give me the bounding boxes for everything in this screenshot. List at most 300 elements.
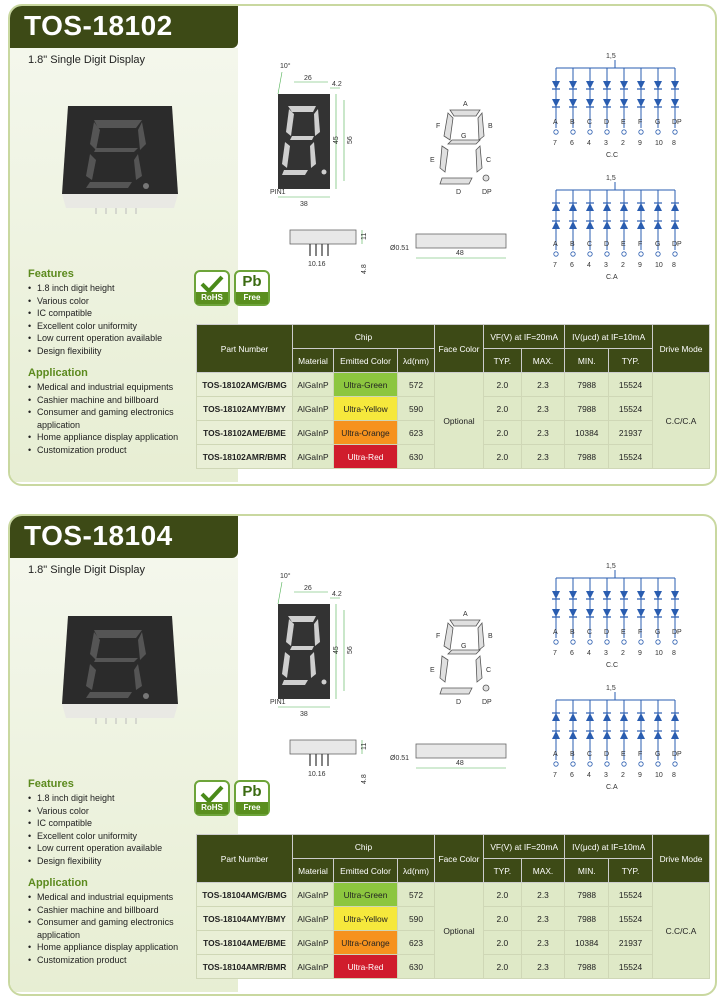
diode-symbol <box>654 713 662 721</box>
angle-label: 10° <box>280 573 291 580</box>
pin-number: 3 <box>604 262 608 269</box>
pin-number: 6 <box>570 650 574 657</box>
emitted-color-cell: Ultra-Red <box>334 445 398 469</box>
rohs-badge <box>194 270 230 306</box>
segment-label: E <box>621 119 626 126</box>
pin-number: 9 <box>638 650 642 657</box>
part-number-cell: TOS-18104AMR/BMR <box>197 955 293 979</box>
feature-item: • Design flexibility <box>28 855 203 868</box>
emitted-color-cell: Ultra-Green <box>334 883 398 907</box>
segment-label: E <box>621 241 626 248</box>
vf-typ-cell: 2.0 <box>484 955 522 979</box>
pin-number: 2 <box>621 140 625 147</box>
feature-item: • 1.8 inch digit height <box>28 792 203 805</box>
dim-56-label: 56 <box>347 136 354 144</box>
pb-free-badge <box>234 780 270 816</box>
diode-symbol <box>603 221 611 229</box>
application-item: • Medical and industrial equipments <box>28 381 203 394</box>
segment-label: A <box>553 241 558 248</box>
pin-number: 2 <box>621 772 625 779</box>
pin-number: 9 <box>638 262 642 269</box>
diode-symbol <box>671 203 679 211</box>
iv-min-cell: 7988 <box>565 955 609 979</box>
segment-label: D <box>604 751 610 758</box>
cc-label: C.C <box>606 152 619 159</box>
pin1-label: PIN1 <box>270 189 286 196</box>
diode-symbol <box>569 203 577 211</box>
iv-typ-cell: 15524 <box>609 445 653 469</box>
feature-item: • Various color <box>28 805 203 818</box>
pin-number: 10 <box>655 140 663 147</box>
pin-number: 7 <box>553 650 557 657</box>
segment-diagram <box>428 98 508 198</box>
pin-terminal <box>605 130 609 134</box>
diode-symbol <box>654 203 662 211</box>
features-heading: Features <box>28 268 74 280</box>
pin-number: 6 <box>570 772 574 779</box>
segment-label: F <box>638 241 643 248</box>
product-title: TOS-18102 <box>24 10 173 41</box>
rohs-badge <box>194 780 230 816</box>
diode-symbol <box>637 99 645 107</box>
feature-item: • Excellent color uniformity <box>28 830 203 843</box>
ca-label: C.A <box>606 784 618 791</box>
part-number-cell: TOS-18102AME/BME <box>197 421 293 445</box>
diode-symbol <box>569 609 577 617</box>
diode-symbol <box>637 731 645 739</box>
pin-number: 3 <box>604 650 608 657</box>
iv-typ-cell: 15524 <box>609 883 653 907</box>
top-pin-label: 1,5 <box>606 685 616 692</box>
segment-label: D <box>604 119 610 126</box>
cc-label: C.C <box>606 662 619 669</box>
title-bar <box>10 6 238 48</box>
diode-symbol <box>586 731 594 739</box>
application-item: • Home appliance display application <box>28 431 203 444</box>
dim-26-label: 26 <box>304 75 312 82</box>
segment-label: F <box>638 629 643 636</box>
diode-symbol <box>586 609 594 617</box>
pin-number: 2 <box>621 262 625 269</box>
pin-terminal <box>571 252 575 256</box>
diode-symbol <box>654 81 662 89</box>
free-label: Free <box>236 292 268 304</box>
col-iv-typ: TYP. <box>609 349 653 373</box>
pin-terminal <box>554 640 558 644</box>
common-cathode-circuit <box>540 560 690 675</box>
iv-typ-cell: 15524 <box>609 955 653 979</box>
pin-number: 8 <box>672 140 676 147</box>
application-heading: Application <box>28 877 88 889</box>
col-vf-typ: TYP. <box>484 349 522 373</box>
diode-symbol <box>552 221 560 229</box>
segment-label: F <box>638 119 643 126</box>
col-iv: IV(μcd) at IF=10mA <box>565 325 653 349</box>
wavelength-cell: 623 <box>398 421 435 445</box>
emitted-color-cell: Ultra-Red <box>334 955 398 979</box>
pin-terminal <box>588 640 592 644</box>
vf-typ-cell: 2.0 <box>484 883 522 907</box>
dim-38-label: 38 <box>300 711 308 718</box>
pin-number: 6 <box>570 262 574 269</box>
pin-number: 7 <box>553 140 557 147</box>
vf-max-cell: 2.3 <box>521 907 565 931</box>
spec-table <box>196 324 710 469</box>
rohs-label: RoHS <box>196 802 228 814</box>
iv-typ-cell: 21937 <box>609 931 653 955</box>
side-view-drawing <box>286 734 386 794</box>
pin-terminal <box>554 252 558 256</box>
pin-number: 6 <box>570 140 574 147</box>
segment-label: B <box>570 119 575 126</box>
diode-symbol <box>671 731 679 739</box>
segment-label: C <box>587 241 593 248</box>
feature-item: • IC compatible <box>28 307 203 320</box>
application-list <box>28 891 203 967</box>
wavelength-cell: 572 <box>398 373 435 397</box>
col-part-number: Part Number <box>197 325 293 373</box>
iv-min-cell: 10384 <box>565 931 609 955</box>
col-emitted-color: Emitted Color <box>334 859 398 883</box>
wavelength-cell: 623 <box>398 931 435 955</box>
diode-symbol <box>569 731 577 739</box>
pin-number: 7 <box>553 262 557 269</box>
vf-max-cell: 2.3 <box>521 955 565 979</box>
vf-typ-cell: 2.0 <box>484 907 522 931</box>
application-item: • Customization product <box>28 444 203 457</box>
features-list <box>28 792 203 868</box>
drive-mode-cell: C.C/C.A <box>653 883 710 979</box>
material-cell: AlGaInP <box>293 421 334 445</box>
iv-typ-cell: 15524 <box>609 397 653 421</box>
diode-symbol <box>620 221 628 229</box>
segment-label: G <box>655 119 661 126</box>
common-cathode-circuit <box>540 50 690 165</box>
pin1-label: PIN1 <box>270 699 286 706</box>
iv-min-cell: 7988 <box>565 883 609 907</box>
diode-symbol <box>603 81 611 89</box>
col-drive-mode: Drive Mode <box>653 325 710 373</box>
col-iv-min: MIN. <box>565 859 609 883</box>
pin-number: 8 <box>672 772 676 779</box>
feature-item: • IC compatible <box>28 817 203 830</box>
rohs-label: RoHS <box>196 292 228 304</box>
dim-4-2-label: 4.2 <box>332 591 342 598</box>
segment-label: E <box>621 629 626 636</box>
col-chip: Chip <box>293 325 435 349</box>
diode-symbol <box>620 591 628 599</box>
iv-typ-cell: 15524 <box>609 373 653 397</box>
diode-symbol <box>637 81 645 89</box>
pin-terminal <box>571 640 575 644</box>
vf-max-cell: 2.3 <box>521 931 565 955</box>
pin-terminal <box>588 252 592 256</box>
col-lambda: λd(nm) <box>398 859 435 883</box>
top-pin-label: 1,5 <box>606 53 616 60</box>
pin-number: 4 <box>587 650 591 657</box>
application-item: • Home appliance display application <box>28 941 203 954</box>
seg-dp-label: DP <box>482 189 492 196</box>
pin-terminal <box>605 762 609 766</box>
iv-min-cell: 7988 <box>565 397 609 421</box>
col-face-color: Face Color <box>435 835 484 883</box>
seg-e-label: E <box>430 667 435 674</box>
segment-label: A <box>553 751 558 758</box>
wavelength-cell: 590 <box>398 907 435 931</box>
pb-label: Pb <box>242 783 262 800</box>
segment-label: DP <box>672 629 682 636</box>
pin-terminal <box>605 640 609 644</box>
seg-b-label: B <box>488 123 493 130</box>
application-item: • Consumer and gaming electronics application <box>28 916 203 941</box>
diode-symbol <box>671 221 679 229</box>
vf-max-cell: 2.3 <box>521 421 565 445</box>
diode-symbol <box>654 731 662 739</box>
pin-terminal <box>622 640 626 644</box>
segment-label: E <box>621 751 626 758</box>
pin-number: 9 <box>638 140 642 147</box>
segment-label: D <box>604 629 610 636</box>
diode-symbol <box>671 81 679 89</box>
pin-terminal <box>588 762 592 766</box>
col-chip: Chip <box>293 835 435 859</box>
material-cell: AlGaInP <box>293 907 334 931</box>
product-photo <box>50 596 190 726</box>
col-face-color: Face Color <box>435 325 484 373</box>
pin-terminal <box>639 130 643 134</box>
pin-number: 3 <box>604 772 608 779</box>
table-row <box>197 883 710 907</box>
iv-typ-cell: 15524 <box>609 907 653 931</box>
common-anode-circuit <box>540 172 690 287</box>
dim-45-label: 45 <box>333 646 340 654</box>
col-drive-mode: Drive Mode <box>653 835 710 883</box>
segment-diagram <box>428 608 508 708</box>
material-cell: AlGaInP <box>293 955 334 979</box>
product-card <box>8 514 717 996</box>
feature-item: • Low current operation available <box>28 332 203 345</box>
dim-4-8-label: 4.8 <box>361 264 368 274</box>
dim-4-2-label: 4.2 <box>332 81 342 88</box>
application-item: • Consumer and gaming electronics application <box>28 406 203 431</box>
spec-table <box>196 834 710 979</box>
seg-f-label: F <box>436 123 441 130</box>
features-heading: Features <box>28 778 74 790</box>
application-item: • Cashier machine and billboard <box>28 394 203 407</box>
diode-symbol <box>586 221 594 229</box>
diode-symbol <box>654 609 662 617</box>
pin-terminal <box>622 130 626 134</box>
dim-0-51-label: Ø0.51 <box>390 755 410 762</box>
diode-symbol <box>569 221 577 229</box>
dim-11-label: 11 <box>361 232 368 240</box>
product-subtitle: 1.8" Single Digit Display <box>28 564 146 576</box>
col-iv: IV(μcd) at IF=10mA <box>565 835 653 859</box>
segment-label: D <box>604 241 610 248</box>
top-pin-label: 1,5 <box>606 175 616 182</box>
segment-label: F <box>638 751 643 758</box>
feature-item: • Excellent color uniformity <box>28 320 203 333</box>
pin-number: 8 <box>672 262 676 269</box>
vf-typ-cell: 2.0 <box>484 445 522 469</box>
pin-terminal <box>554 762 558 766</box>
pb-free-badge <box>234 270 270 306</box>
seg-a-label: A <box>463 101 468 108</box>
emitted-color-cell: Ultra-Green <box>334 373 398 397</box>
material-cell: AlGaInP <box>293 931 334 955</box>
segment-label: G <box>655 241 661 248</box>
wavelength-cell: 572 <box>398 883 435 907</box>
diode-symbol <box>620 203 628 211</box>
segment-label: A <box>553 119 558 126</box>
diode-symbol <box>586 203 594 211</box>
pin-terminal <box>639 762 643 766</box>
part-number-cell: TOS-18104AME/BME <box>197 931 293 955</box>
face-color-cell: Optional <box>435 373 484 469</box>
diode-symbol <box>671 99 679 107</box>
ca-label: C.A <box>606 274 618 281</box>
diode-symbol <box>654 221 662 229</box>
product-subtitle: 1.8" Single Digit Display <box>28 54 146 66</box>
product-title: TOS-18104 <box>24 520 173 551</box>
pin-terminal <box>673 762 677 766</box>
pin-terminal <box>639 252 643 256</box>
wavelength-cell: 590 <box>398 397 435 421</box>
diode-symbol <box>620 609 628 617</box>
diode-symbol <box>637 591 645 599</box>
seg-b-label: B <box>488 633 493 640</box>
pin-number: 9 <box>638 772 642 779</box>
application-item: • Cashier machine and billboard <box>28 904 203 917</box>
segment-label: B <box>570 241 575 248</box>
product-card <box>8 4 717 486</box>
vf-max-cell: 2.3 <box>521 883 565 907</box>
feature-item: • Various color <box>28 295 203 308</box>
material-cell: AlGaInP <box>293 373 334 397</box>
pin-terminal <box>673 252 677 256</box>
part-number-cell: TOS-18104AMY/BMY <box>197 907 293 931</box>
dim-4-8-label: 4.8 <box>361 774 368 784</box>
wavelength-cell: 630 <box>398 445 435 469</box>
vf-typ-cell: 2.0 <box>484 397 522 421</box>
part-number-cell: TOS-18102AMY/BMY <box>197 397 293 421</box>
material-cell: AlGaInP <box>293 883 334 907</box>
seg-g-label: G <box>461 133 467 140</box>
bottom-view-drawing <box>390 228 510 278</box>
segment-label: C <box>587 629 593 636</box>
top-pin-label: 1,5 <box>606 563 616 570</box>
angle-label: 10° <box>280 63 291 70</box>
pin-terminal <box>673 130 677 134</box>
seg-dp-label: DP <box>482 699 492 706</box>
emitted-color-cell: Ultra-Orange <box>334 931 398 955</box>
diode-symbol <box>586 81 594 89</box>
drive-mode-cell: C.C/C.A <box>653 373 710 469</box>
diode-symbol <box>603 99 611 107</box>
iv-min-cell: 10384 <box>565 421 609 445</box>
diode-symbol <box>603 731 611 739</box>
diode-symbol <box>586 591 594 599</box>
dim-48-label: 48 <box>456 760 464 767</box>
pin-terminal <box>656 252 660 256</box>
feature-item: • Low current operation available <box>28 842 203 855</box>
diode-symbol <box>671 713 679 721</box>
segment-label: DP <box>672 751 682 758</box>
pin-terminal <box>622 762 626 766</box>
diode-symbol <box>552 731 560 739</box>
pin-number: 7 <box>553 772 557 779</box>
col-lambda: λd(nm) <box>398 349 435 373</box>
segment-label: G <box>655 629 661 636</box>
part-number-cell: TOS-18102AMR/BMR <box>197 445 293 469</box>
vf-max-cell: 2.3 <box>521 373 565 397</box>
part-number-cell: TOS-18104AMG/BMG <box>197 883 293 907</box>
dim-26-label: 26 <box>304 585 312 592</box>
diode-symbol <box>552 609 560 617</box>
iv-min-cell: 7988 <box>565 445 609 469</box>
diode-symbol <box>569 713 577 721</box>
diode-symbol <box>620 99 628 107</box>
free-label: Free <box>236 802 268 814</box>
diode-symbol <box>603 713 611 721</box>
col-emitted-color: Emitted Color <box>334 349 398 373</box>
dim-11-label: 11 <box>361 742 368 750</box>
diode-symbol <box>552 713 560 721</box>
face-color-cell: Optional <box>435 883 484 979</box>
diode-symbol <box>671 609 679 617</box>
pin-number: 4 <box>587 262 591 269</box>
vf-typ-cell: 2.0 <box>484 373 522 397</box>
application-list <box>28 381 203 457</box>
col-vf: VF(V) at IF=20mA <box>484 325 565 349</box>
diode-symbol <box>620 81 628 89</box>
features-list <box>28 282 203 358</box>
dim-45-label: 45 <box>333 136 340 144</box>
diode-symbol <box>569 99 577 107</box>
dim-56-label: 56 <box>347 646 354 654</box>
dimension-drawing <box>268 554 388 754</box>
pin-terminal <box>656 762 660 766</box>
diode-symbol <box>603 591 611 599</box>
seg-c-label: C <box>486 157 492 164</box>
seg-a-label: A <box>463 611 468 618</box>
seg-d-label: D <box>456 189 462 196</box>
emitted-color-cell: Ultra-Yellow <box>334 907 398 931</box>
col-vf-max: MAX. <box>521 859 565 883</box>
diode-symbol <box>569 591 577 599</box>
pin-number: 4 <box>587 772 591 779</box>
seg-f-label: F <box>436 633 441 640</box>
col-material: Material <box>293 349 334 373</box>
bottom-view-drawing <box>390 738 510 788</box>
iv-min-cell: 7988 <box>565 373 609 397</box>
col-material: Material <box>293 859 334 883</box>
diode-symbol <box>603 609 611 617</box>
diode-symbol <box>637 713 645 721</box>
emitted-color-cell: Ultra-Orange <box>334 421 398 445</box>
vf-typ-cell: 2.0 <box>484 421 522 445</box>
pin-terminal <box>588 130 592 134</box>
col-vf-max: MAX. <box>521 349 565 373</box>
col-vf-typ: TYP. <box>484 859 522 883</box>
segment-label: DP <box>672 119 682 126</box>
dim-10-16-label: 10.16 <box>308 771 326 778</box>
application-item: • Medical and industrial equipments <box>28 891 203 904</box>
side-view-drawing <box>286 224 386 284</box>
application-heading: Application <box>28 367 88 379</box>
segment-label: DP <box>672 241 682 248</box>
pin-number: 8 <box>672 650 676 657</box>
